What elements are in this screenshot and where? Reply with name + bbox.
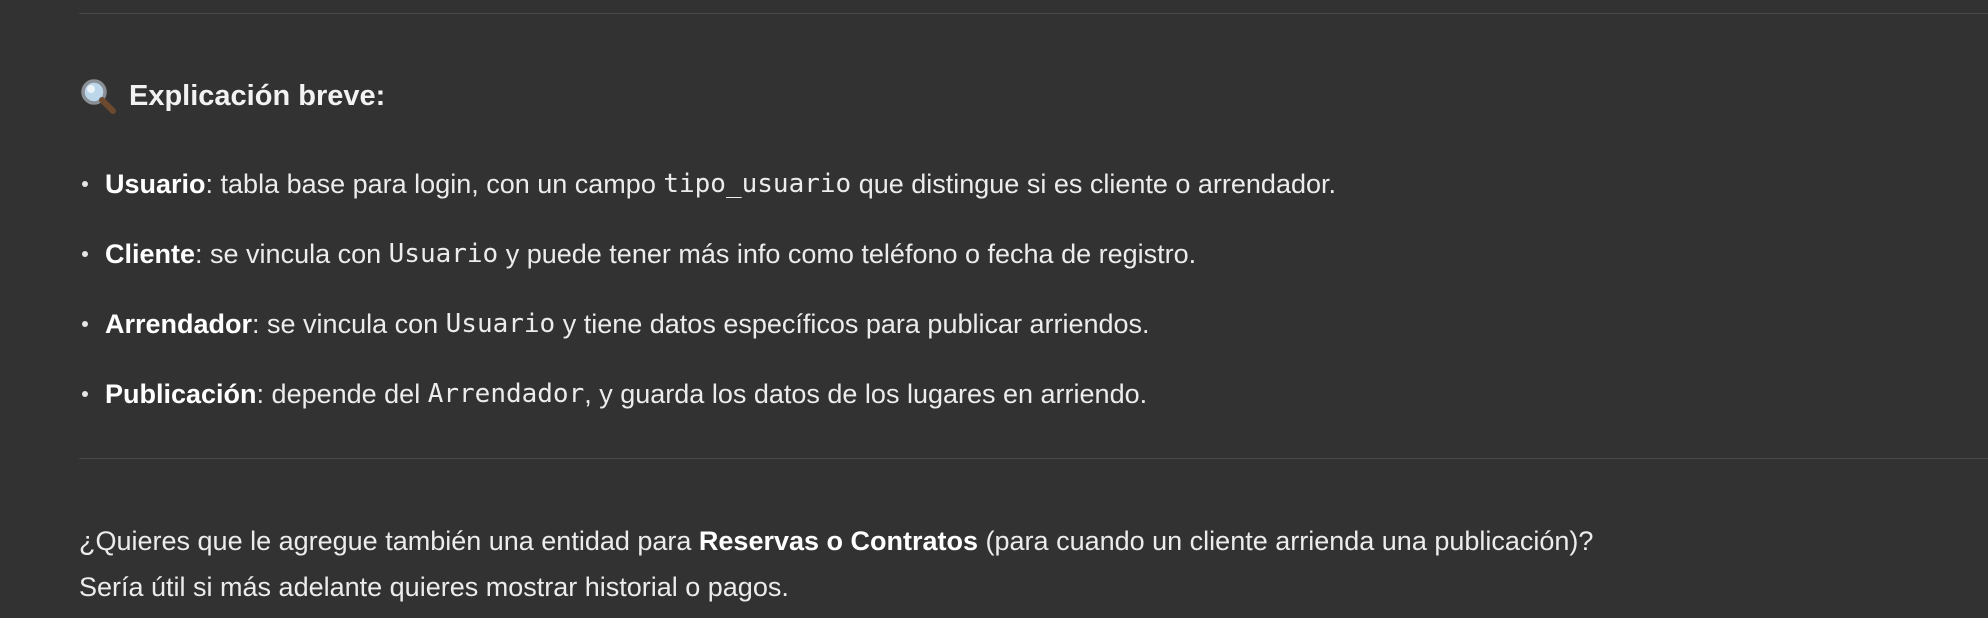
text: : se vincula con — [195, 238, 389, 269]
emphasis: Reservas o Contratos — [698, 526, 979, 556]
term: Usuario — [105, 168, 206, 199]
bullet-dot — [82, 251, 88, 257]
section-heading-text: Explicación breve: — [129, 79, 386, 112]
text: : se vincula con — [252, 308, 446, 339]
bullet-dot — [82, 391, 88, 397]
inline-code: tipo_usuario — [663, 169, 852, 199]
question-line-1 — [79, 518, 1593, 564]
follow-up-question — [79, 518, 1593, 610]
text: y tiene datos específicos para publicar arriendos. — [555, 308, 1150, 339]
bullet-dot — [82, 181, 88, 187]
divider-middle — [79, 458, 1988, 459]
bullet-dot — [82, 321, 88, 327]
text: : tabla base para login, con un campo — [205, 168, 664, 199]
inline-code: Usuario — [445, 309, 556, 339]
term: Cliente — [105, 238, 196, 269]
inline-code: Usuario — [388, 239, 499, 269]
inline-code: Arrendador — [427, 379, 585, 409]
text: y puede tener más info como teléfono o fecha de registro. — [498, 238, 1197, 269]
term: Arrendador — [105, 308, 253, 339]
magnifying-glass-icon — [79, 77, 117, 115]
text: : depende del — [256, 378, 428, 409]
text: , y guarda los datos de los lugares en arriendo. — [584, 378, 1148, 409]
list-item — [79, 149, 1336, 219]
question-line-2: Sería útil si más adelante quieres mostrar historial o pagos. — [79, 572, 789, 602]
divider-top — [79, 13, 1988, 14]
list-item — [79, 219, 1336, 289]
bullet-list — [79, 149, 1336, 429]
section-heading — [79, 74, 385, 118]
list-item — [79, 289, 1336, 359]
text: que distingue si es cliente o arrendador. — [851, 168, 1337, 199]
list-item — [79, 359, 1336, 429]
text: ¿Quieres que le agregue también una entidad para — [79, 526, 699, 556]
term: Publicación — [105, 378, 257, 409]
text: (para cuando un cliente arrienda una publicación)? — [978, 526, 1594, 556]
